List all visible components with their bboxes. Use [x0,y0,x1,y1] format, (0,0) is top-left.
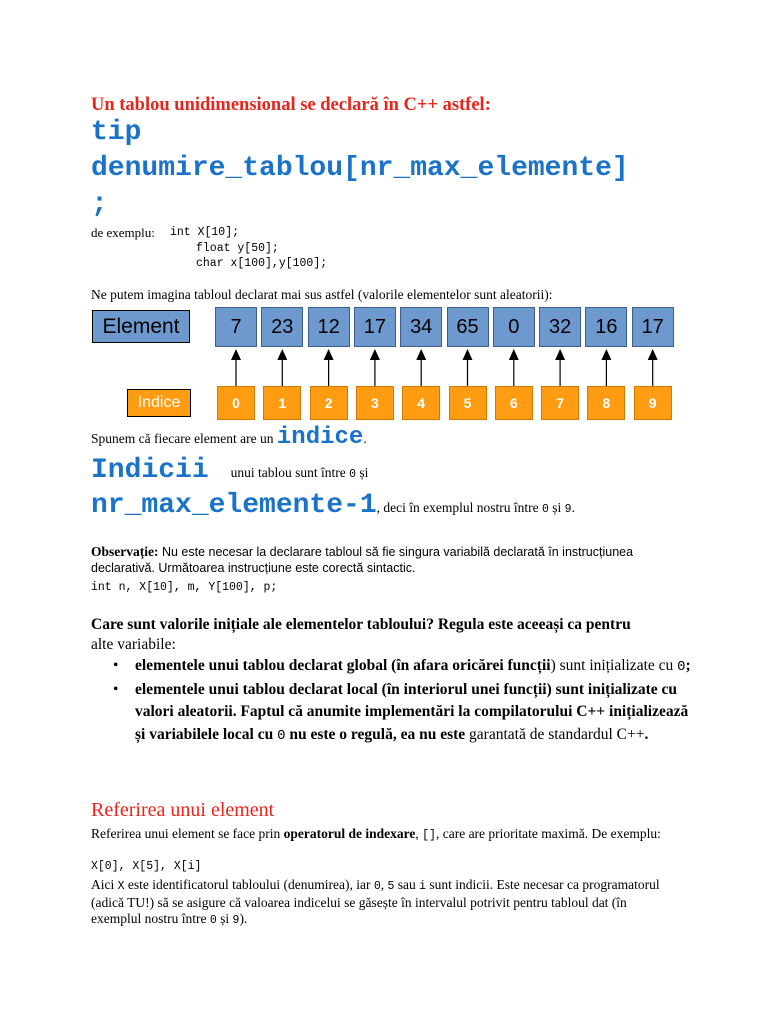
ref2-text: , [380,877,388,892]
indicii-zero: 0 [349,468,357,481]
syntax-semicolon: ; [91,189,108,220]
initial-values-question [91,615,691,655]
indicii-text: unui tablou sunt între [230,465,350,480]
index-cell: 8 [587,386,625,420]
ref2-five: 5 [387,880,395,893]
arrow-head [463,349,473,360]
nrmax-keyword: nr_max_elemente-1 [91,490,377,521]
element-cell: 23 [261,307,303,347]
indicii-line [91,455,368,486]
rule-local-zero: 0 [277,727,286,744]
rule-local [135,679,695,748]
arrow-head [324,349,334,360]
referire-brackets: [] [422,829,436,842]
element-cell: 17 [632,307,674,347]
indicii-and: și [356,465,369,480]
rule-local-standard: garantată de standardul C++ [469,725,645,743]
index-cell: 0 [217,386,255,420]
arrow-head [370,349,380,360]
ref2-zero: 0 [209,914,217,927]
rule-global-zero: 0 [677,659,686,675]
arrow-head [648,349,658,360]
nrmax-line [91,490,575,521]
index-keyword: indice [276,424,364,451]
arrow-head [231,349,241,360]
referire-operator: operatorul de indexare [283,826,416,841]
syntax-type: tip [91,117,142,148]
element-cell: 7 [215,307,257,347]
index-cell: 7 [541,386,579,420]
ref2-text: sunt indicii. Este necesar ca programatorul (adică TU!) să se asigure că valoarea indicelui se găsește în intervalul potrivit pentru tabloul dat (în exemplul nostru între [91,877,660,926]
initial-values-normal: alte variabile: [91,636,176,653]
element-cell: 34 [400,307,442,347]
ref2-i: i [419,880,427,893]
index-sentence [91,424,367,451]
ref2-zero: 0 [373,880,381,893]
element-cell: 16 [585,307,627,347]
element-cell: 12 [308,307,350,347]
arrow-head [277,349,287,360]
ref2-nine: 9 [232,914,240,927]
initial-values-bold: Care sunt valorile inițiale ale elementelor tabloului? Regula este aceeași ca pentru [91,616,631,633]
index-cell: 1 [263,386,301,420]
arrow-head [509,349,519,360]
arrow-head [555,349,565,360]
nrmax-text: , deci în exemplul nostru între [376,500,542,515]
indicii-keyword: Indicii [91,455,209,486]
ref2-x: X [117,880,125,893]
page-heading: Un tablou unidimensional se declară în C++ astfel: [91,95,491,115]
nrmax-zero: 0 [542,503,549,516]
rule-local-text: elementele unui tablou declarat local (în interiorul unei funcții) sunt inițializate cu valori aleatorii. Faptul că anumite implementări la compilatorului C++ inițializează și variabilele local cu [135,680,689,743]
rule-local-end: . [644,725,649,743]
observation-code: int n, X[10], m, Y[100], p; [91,581,278,594]
ref2-text: și [216,911,233,926]
element-label-box: Element [92,310,190,343]
observation-label: Observație: [91,544,159,559]
referire-explanation [91,877,661,929]
ref2-text: ). [239,911,248,926]
section-title-referire: Referirea unui element [91,799,275,821]
nrmax-dot: . [571,500,575,515]
example-code-char: char x[100],y[100]; [196,257,328,270]
index-cell: 9 [634,386,672,420]
rule-local-text2: nu este o regulă, ea nu este [285,725,470,743]
observation-paragraph [91,544,691,576]
indice-label-box: Indice [127,389,191,417]
index-cell: 5 [449,386,487,420]
example-code-int: int X[10]; [170,226,240,239]
arrow-head [416,349,426,360]
ref2-text: este identificatorul tabloului (denumirea), iar [124,877,374,892]
arrow-head [601,349,611,360]
index-cell: 2 [310,386,348,420]
index-cell: 4 [402,386,440,420]
index-sentence-end: . [363,431,367,446]
index-cell: 3 [356,386,394,420]
nrmax-and: și [548,500,565,515]
referire-code: X[0], X[5], X[i] [91,860,202,873]
rule-global [135,655,695,679]
nrmax-nine: 9 [564,503,572,516]
element-cell: 65 [447,307,489,347]
ref2-text: sau [394,877,420,892]
rule-global-text: elementele unui tablou declarat global (în afara oricărei funcții [135,657,551,674]
element-cell: 17 [354,307,396,347]
example-code-float: float y[50]; [196,242,279,255]
ref2-text: Aici [91,877,118,892]
rule-global-end: ; [685,657,691,674]
referire-paragraph [91,826,691,844]
element-cell: 32 [539,307,581,347]
syntax-declaration: denumire_tablou[nr_max_elemente] [91,153,629,184]
element-cell: 0 [493,307,535,347]
referire-text-a: Referirea unui element se face prin [91,826,284,841]
index-sentence-text: Spunem că fiecare element are un [91,431,277,446]
observation-text: Nu este necesar la declarare tabloul să fie singura variabilă declarată în instrucțiunea declarativă. Următoarea instrucțiune este corectă sintactic. [91,545,634,575]
rule-global-paren: ) sunt inițializate cu [550,657,678,674]
diagram-caption: Ne putem imagina tabloul declarat mai sus astfel (valorile elementelor sunt aleatorii): [91,287,553,302]
example-label: de exemplu: [91,225,155,240]
referire-text-c: , care are prioritate maximă. De exemplu: [435,826,661,841]
referire-text-b: , [415,826,423,841]
rules-list [91,655,695,747]
index-cell: 6 [495,386,533,420]
